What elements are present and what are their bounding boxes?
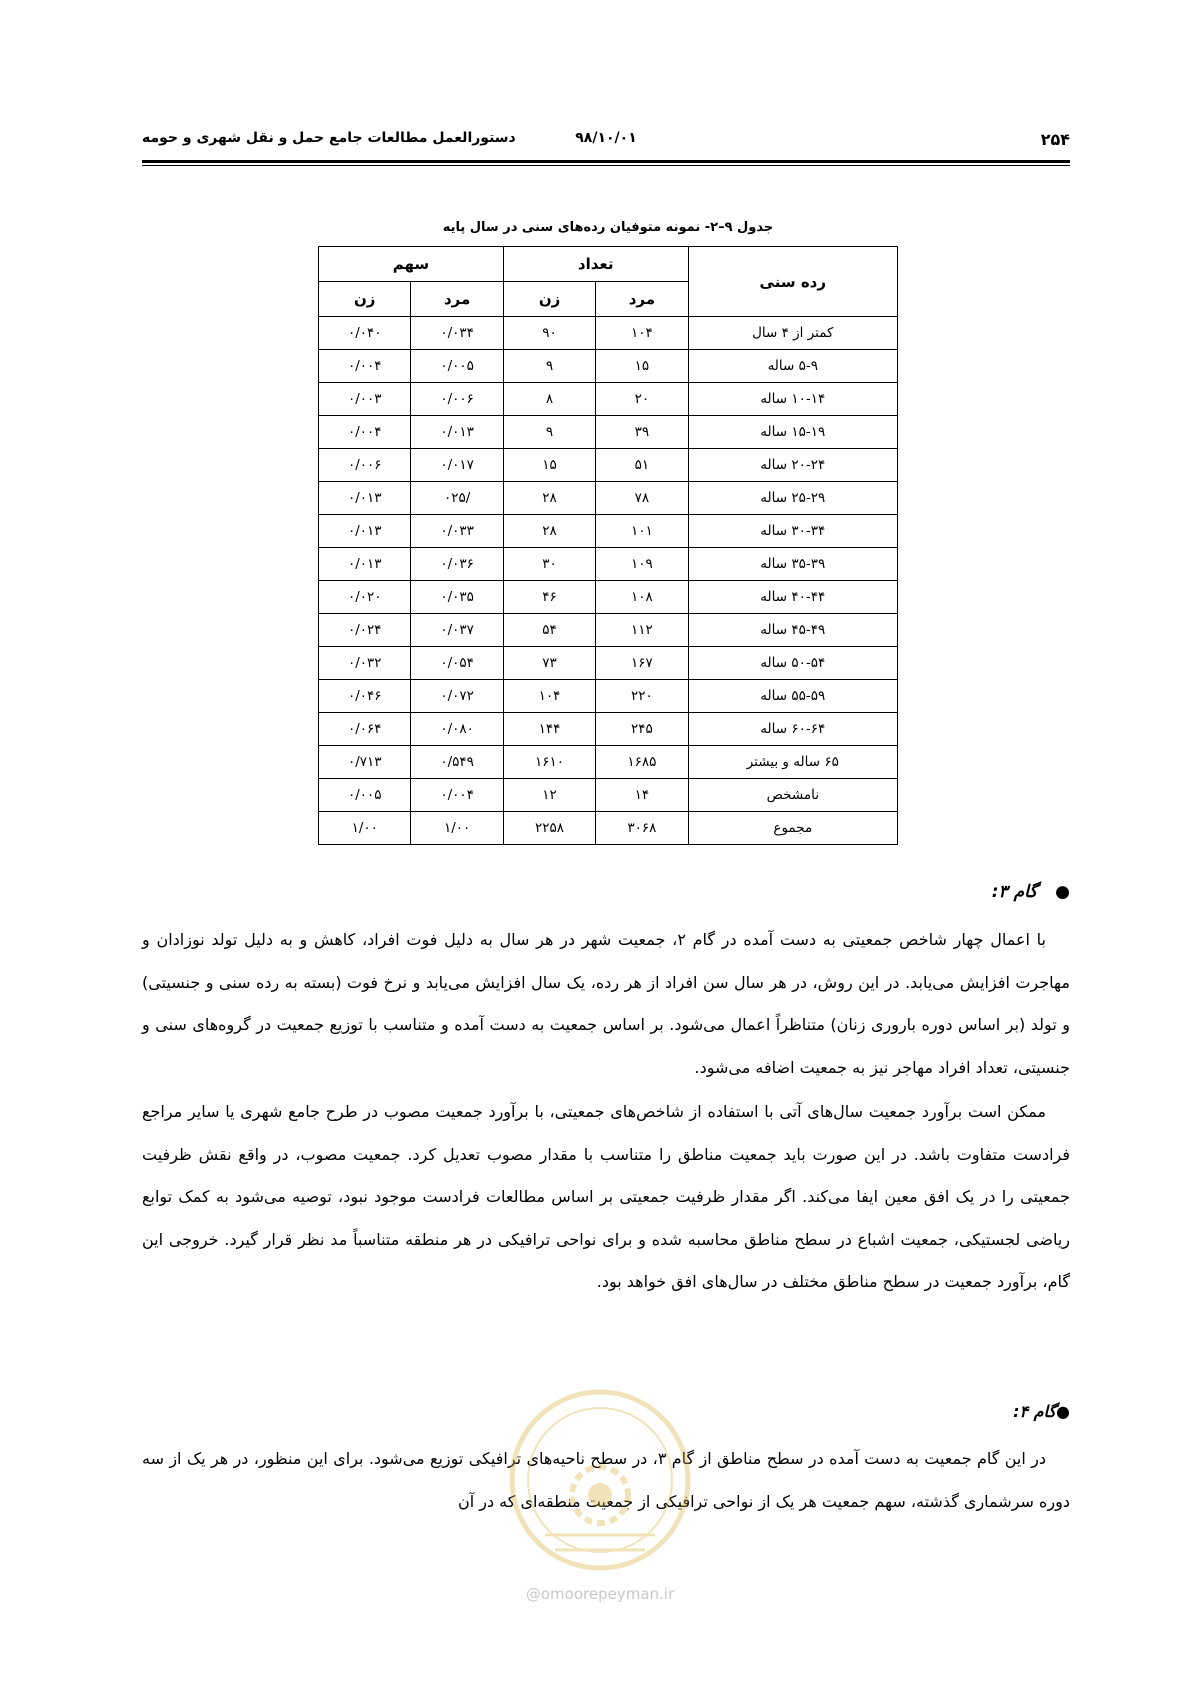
watermark-text: @omoorepeyman.ir xyxy=(525,1585,675,1603)
page-header xyxy=(142,130,1070,152)
share-female-cell: ۰/۰۶۴ xyxy=(319,713,411,746)
step4-heading-text: گام ۴: xyxy=(1013,1402,1057,1421)
share-female-cell: ۰/۰۴۶ xyxy=(319,680,411,713)
age-cell: ۲۰-۲۴ ساله xyxy=(688,449,897,482)
share-male-cell: ۰/۰۳۴ xyxy=(411,317,503,350)
share-male-cell: ۰/۰۰۶ xyxy=(411,383,503,416)
count-male-cell: ۲۴۵ xyxy=(596,713,688,746)
watermark-logo-icon xyxy=(505,1385,695,1575)
count-female-cell: ۲۲۵۸ xyxy=(503,812,595,845)
share-male-cell: ۰/۰۳۳ xyxy=(411,515,503,548)
share-female-cell: ۰/۰۰۴ xyxy=(319,416,411,449)
share-male-cell: ۰/۰۷۲ xyxy=(411,680,503,713)
age-cell: کمتر از ۴ سال xyxy=(688,317,897,350)
count-female-cell: ۱۲ xyxy=(503,779,595,812)
step3-heading xyxy=(992,882,1070,902)
count-female-cell: ۷۳ xyxy=(503,647,595,680)
bullet-icon: ● xyxy=(1037,882,1070,902)
count-female-cell: ۸ xyxy=(503,383,595,416)
share-male-cell: ۰/۵۴۹ xyxy=(411,746,503,779)
share-male-cell: ۰/۰۳۶ xyxy=(411,548,503,581)
count-female-cell: ۵۴ xyxy=(503,614,595,647)
table-row xyxy=(319,647,898,680)
age-cell: ۵۰-۵۴ ساله xyxy=(688,647,897,680)
count-male-cell: ۳۹ xyxy=(596,416,688,449)
count-male-cell: ۱۰۱ xyxy=(596,515,688,548)
count-male-cell: ۵۱ xyxy=(596,449,688,482)
table-row xyxy=(319,317,898,350)
table-row xyxy=(319,416,898,449)
col-count-male: مرد xyxy=(596,282,688,317)
table-body xyxy=(319,317,898,845)
age-cell: ۵۵-۵۹ ساله xyxy=(688,680,897,713)
count-male-cell: ۱۶۷ xyxy=(596,647,688,680)
table-row xyxy=(319,680,898,713)
page-number: ۲۵۴ xyxy=(1040,130,1070,149)
table-row xyxy=(319,812,898,845)
step3-paragraph-1: با اعمال چهار شاخص جمعیتی به دست آمده در گام ۲، جمعیت شهر در هر سال به دلیل فوت افراد، کاهش و به دلیل تولد نوزادان و مهاجرت افزایش می‌یابد. در این روش، در هر سال سن افراد از هر رده، یک سال افزایش می‌یابد و نرخ فوت (بسته به رده سنی و جنسیتی) و تولد (بر اساس دوره باروری زنان) متناظراً اعمال می‌شود. بر اساس جمعیت به دست آمده و متناسب با توزیع جمعیت در گروه‌های سنی و جنسیتی، تعداد افراد مهاجر نیز به جمعیت اضافه می‌شود. xyxy=(142,930,1070,1077)
mortality-table xyxy=(318,246,898,845)
share-female-cell: ۰/۰۰۶ xyxy=(319,449,411,482)
table-row xyxy=(319,383,898,416)
age-cell: ۴۵-۴۹ ساله xyxy=(688,614,897,647)
share-female-cell: ۰/۰۰۴ xyxy=(319,350,411,383)
count-male-cell: ۱۰۴ xyxy=(596,317,688,350)
step4-heading xyxy=(1013,1402,1070,1421)
share-female-cell: ۰/۰۲۴ xyxy=(319,614,411,647)
table-row xyxy=(319,449,898,482)
count-female-cell: ۹ xyxy=(503,350,595,383)
count-male-cell: ۱۶۸۵ xyxy=(596,746,688,779)
share-female-cell: ۰/۰۰۳ xyxy=(319,383,411,416)
share-male-cell: ۰/۰۰۴ xyxy=(411,779,503,812)
step4-paragraph-1: در این گام جمعیت به دست آمده در سطح مناطق از گام ۳، در سطح ناحیه‌های ترافیکی توزیع می‌شود. برای این منظور، در هر یک از سه دوره سرشماری گذشته، سهم جمعیت هر یک از نواحی ترافیکی از جمعیت منطقه‌ای که در آن xyxy=(142,1449,1070,1511)
count-female-cell: ۹۰ xyxy=(503,317,595,350)
age-cell: ۶۵ ساله و بیشتر xyxy=(688,746,897,779)
header-rule-thick xyxy=(142,160,1070,163)
age-cell: ۳۰-۳۴ ساله xyxy=(688,515,897,548)
count-male-cell: ۱۵ xyxy=(596,350,688,383)
count-female-cell: ۱۰۴ xyxy=(503,680,595,713)
col-share: سهم xyxy=(319,247,504,282)
header-rule-thin xyxy=(142,165,1070,166)
age-cell: نامشخص xyxy=(688,779,897,812)
count-female-cell: ۱۶۱۰ xyxy=(503,746,595,779)
share-male-cell: ۰/۰۸۰ xyxy=(411,713,503,746)
count-female-cell: ۲۸ xyxy=(503,482,595,515)
share-female-cell: ۰/۰۱۳ xyxy=(319,515,411,548)
count-male-cell: ۱۰۹ xyxy=(596,548,688,581)
col-count: تعداد xyxy=(503,247,688,282)
col-count-female: زن xyxy=(503,282,595,317)
share-female-cell: ۰/۰۴۰ xyxy=(319,317,411,350)
count-male-cell: ۱۴ xyxy=(596,779,688,812)
share-female-cell: ۰/۷۱۳ xyxy=(319,746,411,779)
count-female-cell: ۳۰ xyxy=(503,548,595,581)
age-cell: ۱۵-۱۹ ساله xyxy=(688,416,897,449)
share-male-cell: ۰/۰۱۷ xyxy=(411,449,503,482)
table-row xyxy=(319,746,898,779)
age-cell: ۶۰-۶۴ ساله xyxy=(688,713,897,746)
age-cell: ۲۵-۲۹ ساله xyxy=(688,482,897,515)
table-caption: جدول ۹–۲- نمونه متوفیان رده‌های سنی در سال پایه xyxy=(442,220,774,235)
share-male-cell: ۰/۰۵۴ xyxy=(411,647,503,680)
age-cell: ۳۵-۳۹ ساله xyxy=(688,548,897,581)
table-row xyxy=(319,581,898,614)
count-male-cell: ۲۰ xyxy=(596,383,688,416)
step3-heading-text: گام ۳: xyxy=(991,882,1038,902)
count-female-cell: ۱۵ xyxy=(503,449,595,482)
share-male-cell: ۰/۰۱۳ xyxy=(411,416,503,449)
share-male-cell: ۰/۰۳۵ xyxy=(411,581,503,614)
count-female-cell: ۱۴۴ xyxy=(503,713,595,746)
col-share-male: مرد xyxy=(411,282,503,317)
col-age-group: رده سنی xyxy=(688,247,897,317)
age-cell: ۴۰-۴۴ ساله xyxy=(688,581,897,614)
share-male-cell: ۱/۰۰ xyxy=(411,812,503,845)
count-male-cell: ۷۸ xyxy=(596,482,688,515)
table-row xyxy=(319,515,898,548)
age-cell: مجموع xyxy=(688,812,897,845)
share-female-cell: ۱/۰۰ xyxy=(319,812,411,845)
count-female-cell: ۲۸ xyxy=(503,515,595,548)
count-male-cell: ۳۰۶۸ xyxy=(596,812,688,845)
share-female-cell: ۰/۰۲۰ xyxy=(319,581,411,614)
table-row xyxy=(319,713,898,746)
bullet-icon: ● xyxy=(1056,1402,1070,1421)
table-row xyxy=(319,779,898,812)
age-cell: ۱۰-۱۴ ساله xyxy=(688,383,897,416)
share-male-cell: ۰/۰۳۷ xyxy=(411,614,503,647)
table-row xyxy=(319,548,898,581)
share-female-cell: ۰/۰۳۲ xyxy=(319,647,411,680)
share-male-cell: /۰۲۵ xyxy=(411,482,503,515)
document-title: دستورالعمل مطالعات جامع حمل و نقل شهری و حومه xyxy=(142,130,516,146)
share-male-cell: ۰/۰۰۵ xyxy=(411,350,503,383)
step3-paragraph-2: ممکن است برآورد جمعیت سال‌های آتی با استفاده از شاخص‌های جمعیتی، با برآورد جمعیت مصوب در طرح جامع شهری یا سایر مراجع فرادست متفاوت باشد. در این صورت باید جمعیت مناطق را متناسب با مقدار مصوب تعدیل کرد. جمعیت مصوب، در واقع نقش ظرفیت جمعیتی را در یک افق معین ایفا می‌کند. اگر مقدار ظرفیت جمعیتی بر اساس مطالعات فرادست موجود نبود، توصیه می‌شود به کمک توابع ریاضی لجستیکی، جمعیت اشباع در سطح مناطق محاسبه شده و برای نواحی ترافیکی در هر منطقه متناسباً مد نظر قرار گیرد. خروجی این گام، برآورد جمعیت در سطح مناطق مختلف در سال‌های افق خواهد بود. xyxy=(142,1102,1070,1291)
table-row xyxy=(319,350,898,383)
count-male-cell: ۲۲۰ xyxy=(596,680,688,713)
count-male-cell: ۱۰۸ xyxy=(596,581,688,614)
count-female-cell: ۴۶ xyxy=(503,581,595,614)
share-female-cell: ۰/۰۱۳ xyxy=(319,482,411,515)
count-male-cell: ۱۱۲ xyxy=(596,614,688,647)
table-row xyxy=(319,614,898,647)
share-female-cell: ۰/۰۱۳ xyxy=(319,548,411,581)
count-female-cell: ۹ xyxy=(503,416,595,449)
age-cell: ۵-۹ ساله xyxy=(688,350,897,383)
header-date: ۹۸/۱۰/۰۱ xyxy=(575,130,637,146)
share-female-cell: ۰/۰۰۵ xyxy=(319,779,411,812)
col-share-female: زن xyxy=(319,282,411,317)
table-row xyxy=(319,482,898,515)
